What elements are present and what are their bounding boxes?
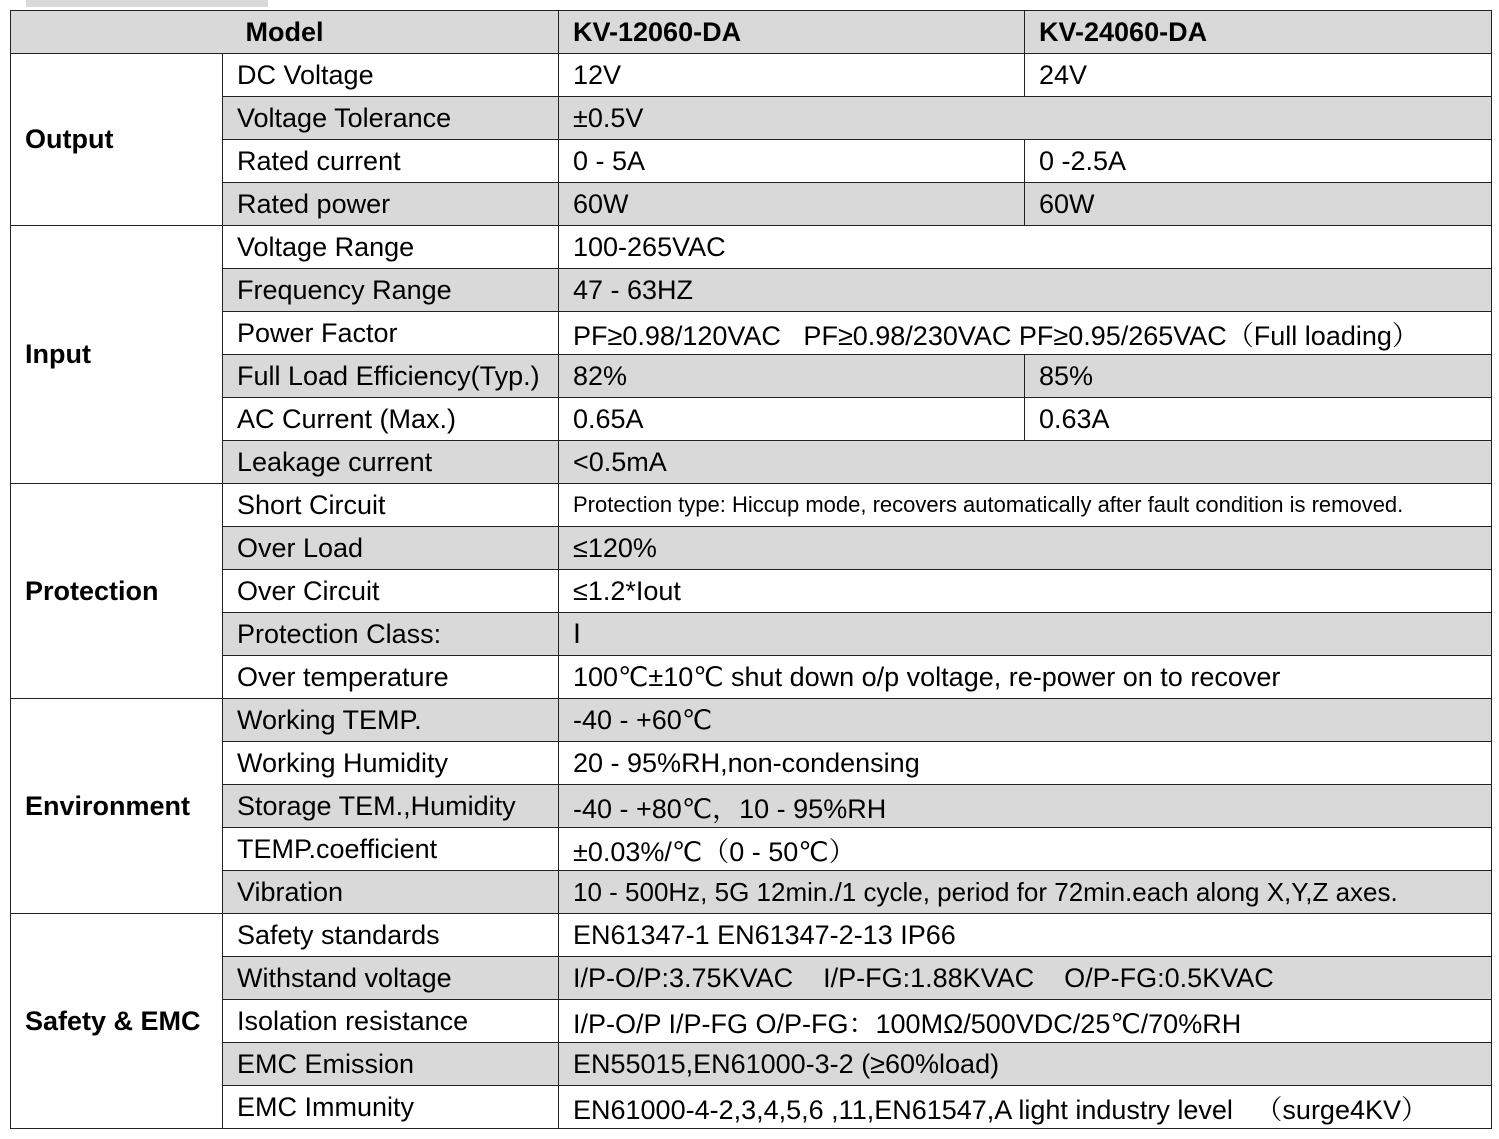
table-row: [11, 1043, 1492, 1086]
spec-label: Over Load: [223, 527, 559, 570]
spec-label: Rated current: [223, 140, 559, 183]
spec-value: <0.5mA: [559, 441, 1492, 484]
spec-value-b: 85%: [1025, 355, 1492, 398]
model-a-header: KV-12060-DA: [559, 11, 1025, 54]
table-row: [11, 97, 1492, 140]
table-row: [11, 828, 1492, 871]
table-row: [11, 484, 1492, 527]
section-tab-remnant: [26, 0, 268, 7]
spec-label: Voltage Range: [223, 226, 559, 269]
spec-label: Power Factor: [223, 312, 559, 355]
table-row: [11, 1086, 1492, 1129]
table-row: [11, 656, 1492, 699]
spec-value-a: 0.65A: [559, 398, 1025, 441]
model-header: Model: [11, 11, 559, 54]
spec-value: 47 - 63HZ: [559, 269, 1492, 312]
table-row: [11, 1000, 1492, 1043]
spec-label: Working TEMP.: [223, 699, 559, 742]
table-row: [11, 226, 1492, 269]
table-row: [11, 312, 1492, 355]
spec-label: Short Circuit: [223, 484, 559, 527]
table-row: [11, 914, 1492, 957]
table-row: [11, 570, 1492, 613]
spec-label: Frequency Range: [223, 269, 559, 312]
spec-label: Rated power: [223, 183, 559, 226]
spec-value: PF≥0.98/120VAC PF≥0.98/230VAC PF≥0.95/265VAC（Full loading）: [559, 312, 1492, 355]
spec-label: Safety standards: [223, 914, 559, 957]
table-row: [11, 183, 1492, 226]
spec-value-b: 0 -2.5A: [1025, 140, 1492, 183]
table-row: [11, 613, 1492, 656]
spec-label: Over temperature: [223, 656, 559, 699]
spec-label: DC Voltage: [223, 54, 559, 97]
spec-label: Storage TEM.,Humidity: [223, 785, 559, 828]
spec-label: AC Current (Max.): [223, 398, 559, 441]
spec-value-a: 0 - 5A: [559, 140, 1025, 183]
spec-value: 100-265VAC: [559, 226, 1492, 269]
spec-value-a: 82%: [559, 355, 1025, 398]
table-row: [11, 699, 1492, 742]
table-row: [11, 527, 1492, 570]
category-protection: Protection: [11, 484, 223, 699]
spec-label: Isolation resistance: [223, 1000, 559, 1043]
spec-label: Withstand voltage: [223, 957, 559, 1000]
spec-table: [10, 10, 1492, 1129]
spec-label: Working Humidity: [223, 742, 559, 785]
spec-label: TEMP.coefficient: [223, 828, 559, 871]
spec-label: Leakage current: [223, 441, 559, 484]
spec-value: Protection type: Hiccup mode, recovers automatically after fault condition is removed.: [559, 484, 1492, 527]
table-row: [11, 54, 1492, 97]
spec-value: 20 - 95%RH,non-condensing: [559, 742, 1492, 785]
table-row: [11, 355, 1492, 398]
table-row: [11, 785, 1492, 828]
table-row: [11, 957, 1492, 1000]
spec-value: 10 - 500Hz, 5G 12min./1 cycle, period for 72min.each along X,Y,Z axes.: [559, 871, 1492, 914]
table-row: [11, 269, 1492, 312]
category-environment: Environment: [11, 699, 223, 914]
spec-label: Vibration: [223, 871, 559, 914]
spec-value: 100℃±10℃ shut down o/p voltage, re-power on to recover: [559, 656, 1492, 699]
category-input: Input: [11, 226, 223, 484]
spec-value: ≤120%: [559, 527, 1492, 570]
spec-value: ±0.03%/℃（0 - 50℃）: [559, 828, 1492, 871]
spec-value: EN55015,EN61000-3-2 (≥60%load): [559, 1043, 1492, 1086]
spec-value: ±0.5V: [559, 97, 1492, 140]
category-output: Output: [11, 54, 223, 226]
table-row: [11, 398, 1492, 441]
table-row: [11, 140, 1492, 183]
table-header-row: [11, 11, 1492, 54]
spec-label: Voltage Tolerance: [223, 97, 559, 140]
spec-label: EMC Emission: [223, 1043, 559, 1086]
spec-value: EN61000-4-2,3,4,5,6 ,11,EN61547,A light industry level （surge4KV）: [559, 1086, 1492, 1129]
table-row: [11, 742, 1492, 785]
category-safety-emc: Safety & EMC: [11, 914, 223, 1129]
spec-label: Over Circuit: [223, 570, 559, 613]
spec-value: -40 - +60℃: [559, 699, 1492, 742]
spec-value-b: 24V: [1025, 54, 1492, 97]
spec-value: Ⅰ: [559, 613, 1492, 656]
spec-value-b: 60W: [1025, 183, 1492, 226]
table-row: [11, 441, 1492, 484]
table-row: [11, 871, 1492, 914]
spec-value: EN61347-1 EN61347-2-13 IP66: [559, 914, 1492, 957]
spec-value: I/P-O/P I/P-FG O/P-FG：100MΩ/500VDC/25℃/70%RH: [559, 1000, 1492, 1043]
spec-label: Protection Class:: [223, 613, 559, 656]
spec-value-a: 60W: [559, 183, 1025, 226]
spec-value: I/P-O/P:3.75KVAC I/P-FG:1.88KVAC O/P-FG:0.5KVAC: [559, 957, 1492, 1000]
spec-label: EMC Immunity: [223, 1086, 559, 1129]
spec-value-b: 0.63A: [1025, 398, 1492, 441]
spec-value: -40 - +80℃，10 - 95%RH: [559, 785, 1492, 828]
spec-value-a: 12V: [559, 54, 1025, 97]
spec-label: Full Load Efficiency(Typ.): [223, 355, 559, 398]
spec-value: ≤1.2*Iout: [559, 570, 1492, 613]
model-b-header: KV-24060-DA: [1025, 11, 1492, 54]
